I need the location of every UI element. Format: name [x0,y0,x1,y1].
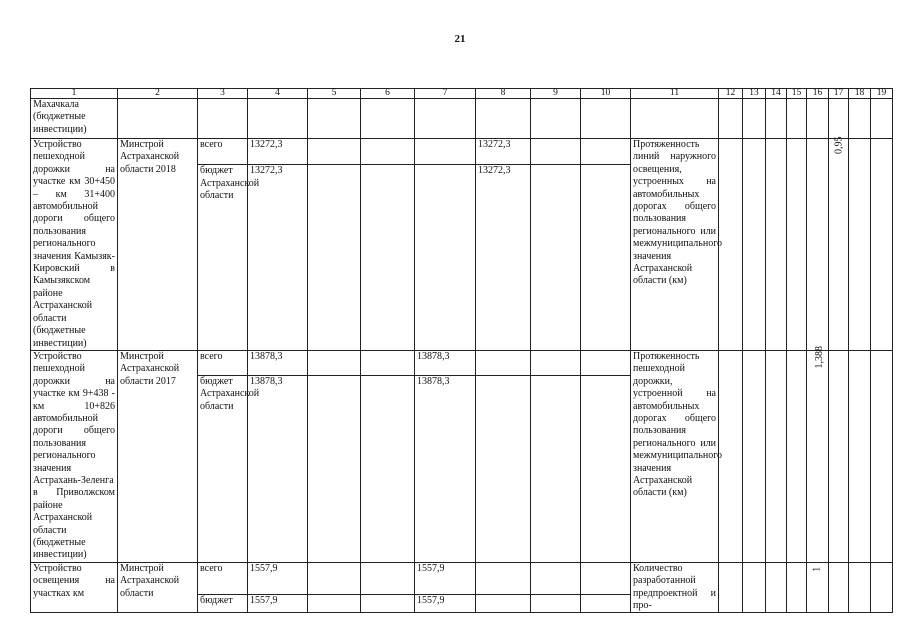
table-cell [719,139,743,351]
table-cell [807,139,829,351]
table-cell [308,595,361,613]
table-row [31,562,893,594]
source-total: всего [198,350,248,375]
table-cell [361,99,415,139]
amount-cell: 1557,9 [415,562,476,594]
amount-cell: 1557,9 [248,562,308,594]
table-cell [849,139,871,351]
amount-cell: 13272,3 [476,139,531,165]
header-cell: 11 [631,89,719,99]
value-cell: 1 [807,562,829,613]
table-cell [787,350,807,562]
amount-cell: 1557,9 [248,595,308,613]
table-cell [719,350,743,562]
amount-cell: 13272,3 [476,165,531,351]
table-cell [581,99,631,139]
table-cell [118,99,198,139]
indicator-cell: Количество разработанной предпроектной и про- [631,562,719,613]
table-cell [581,165,631,351]
header-cell: 15 [787,89,807,99]
table-cell [531,350,581,375]
table-cell [581,562,631,594]
measure-name: Махачкала (бюджетные инвестиции) [31,99,118,139]
table-cell [531,165,581,351]
header-cell: 3 [198,89,248,99]
source-total: всего [198,562,248,594]
table-cell [308,350,361,375]
table-row [31,350,893,375]
table-cell [476,562,531,594]
table-cell [361,562,415,594]
table-cell [829,99,849,139]
table-cell [531,595,581,613]
table-row [31,99,893,139]
table-cell [743,139,766,351]
table-cell [361,350,415,375]
program-table [30,88,893,613]
table-cell [787,562,807,613]
table-cell [766,350,787,562]
table-cell [581,139,631,165]
header-cell: 17 [829,89,849,99]
amount-cell: 13878,3 [415,350,476,375]
amount-cell: 13272,3 [248,139,308,165]
header-cell: 18 [849,89,871,99]
table-cell [308,99,361,139]
table-cell [308,139,361,165]
indicator-cell: Протяженность линий наружного освещения, устроенных на автомобильных дорогах общего пользования регионального или межмуниципального значения Астраханской области (км) [631,139,719,351]
table-cell [581,350,631,375]
header-cell: 7 [415,89,476,99]
table-cell [807,99,829,139]
amount-cell: 13878,3 [248,376,308,563]
table-cell [415,165,476,351]
header-cell: 13 [743,89,766,99]
table-cell [531,139,581,165]
table-cell [743,350,766,562]
table-cell [719,562,743,613]
table-cell [415,139,476,165]
header-cell: 9 [531,89,581,99]
amount-cell: 13878,3 [248,350,308,375]
table-cell [531,376,581,563]
table-cell [581,595,631,613]
table-cell [476,350,531,375]
table-cell [787,139,807,351]
amount-cell: 1557,9 [415,595,476,613]
table-cell [361,165,415,351]
table-cell [766,99,787,139]
header-cell: 5 [308,89,361,99]
header-cell: 1 [31,89,118,99]
table-cell [361,139,415,165]
amount-cell: 13878,3 [415,376,476,563]
table-cell [531,562,581,594]
table-cell [248,99,308,139]
table-cell [871,139,893,351]
table-cell [871,99,893,139]
table-cell [849,99,871,139]
table-cell [631,99,719,139]
measure-name: Устройство пешеходной дорожки на участке км 30+450 – км 31+400 автомобильной дороги общего пользования регионального значения Камызяк-Кировский в Камызякском районе Астраханской области (бюджетные инвестиции) [31,139,118,351]
table-cell [766,139,787,351]
header-cell: 2 [118,89,198,99]
table-cell [198,99,248,139]
table-cell [829,562,849,613]
measure-name: Устройство освещения на участках км [31,562,118,613]
executor-cell: Минстрой Астраханской области 2017 [118,350,198,562]
table-cell [361,595,415,613]
table-cell [531,99,581,139]
value-cell: 1,388 [807,350,829,562]
table-cell [415,99,476,139]
table-row [31,139,893,165]
executor-cell: Минстрой Астраханской области [118,562,198,613]
table-cell [476,376,531,563]
table-cell [829,350,849,562]
source-budget: бюджет [198,595,248,613]
source-total: всего [198,139,248,165]
header-cell: 19 [871,89,893,99]
source-budget: бюджет Астраханской области [198,165,248,351]
header-cell: 8 [476,89,531,99]
header-row [31,89,893,99]
header-cell: 10 [581,89,631,99]
header-cell: 14 [766,89,787,99]
table-cell [849,562,871,613]
source-budget: бюджет Астраханской области [198,376,248,563]
header-cell: 12 [719,89,743,99]
table-cell [308,376,361,563]
table-cell [743,99,766,139]
table-cell [743,562,766,613]
indicator-cell: Протяженность пешеходной дорожки, устроенной на автомобильных дорогах общего пользования регионального или межмуниципального значения Астраханской области (км) [631,350,719,562]
header-cell: 16 [807,89,829,99]
table-cell [766,562,787,613]
value-cell: 0,95 [829,139,849,351]
table-cell [849,350,871,562]
table-cell [719,99,743,139]
table-cell [871,350,893,562]
amount-cell: 13272,3 [248,165,308,351]
header-cell: 6 [361,89,415,99]
table-cell [476,99,531,139]
header-cell: 4 [248,89,308,99]
table-cell [476,595,531,613]
page-number: 21 [454,33,466,45]
table-cell [787,99,807,139]
table-cell [308,562,361,594]
table-cell [361,376,415,563]
measure-name: Устройство пешеходной дорожки на участке км 9+438 - км 10+826 автомобильной дороги общего пользования регионального значения Астрахань-Зеленга в Приволжском районе Астраханской области (бюджетные инвестиции) [31,350,118,562]
table-cell [581,376,631,563]
executor-cell: Минстрой Астраханской области 2018 [118,139,198,351]
table-cell [871,562,893,613]
table-cell [308,165,361,351]
